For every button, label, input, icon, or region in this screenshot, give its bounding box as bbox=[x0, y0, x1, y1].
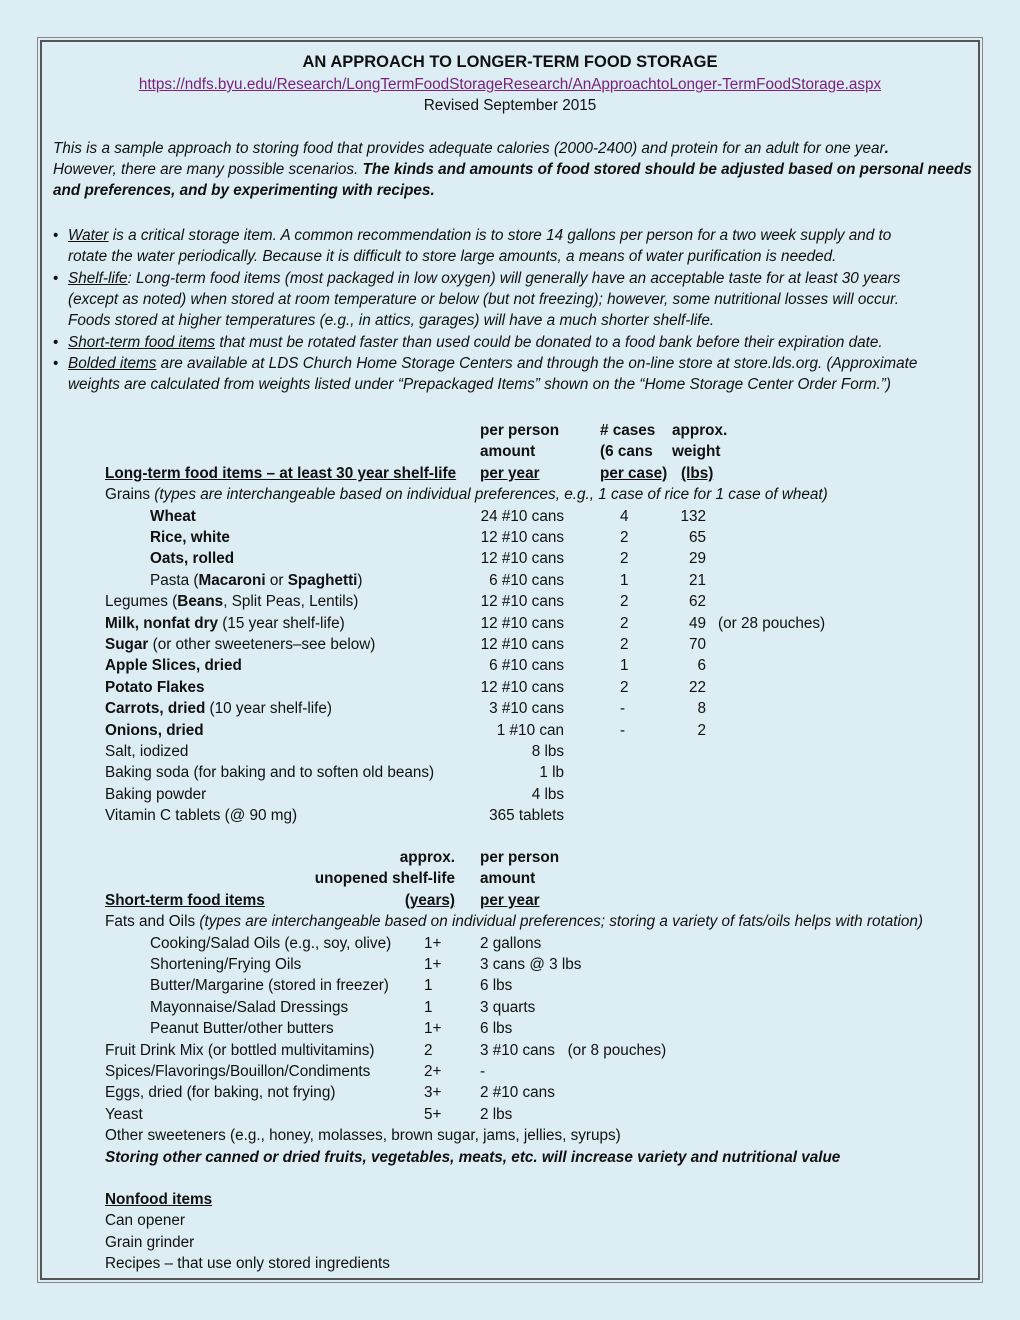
bullet-line: weights are calculated from weights listed under “Prepackaged Items” shown on the “Home Storage Center Order Form.”) bbox=[68, 376, 891, 394]
food-item-name bbox=[105, 699, 332, 719]
revised-date: Revised September 2015 bbox=[423, 97, 597, 114]
food-item-text: Macaroni bbox=[198, 571, 266, 589]
short-item-amount: 2 lbs bbox=[480, 1105, 513, 1123]
short-item-years: 1 bbox=[424, 977, 433, 995]
col-header-cases: per case) bbox=[600, 464, 668, 482]
grains-row bbox=[105, 485, 828, 505]
food-item-text: Milk, nonfat dry bbox=[105, 614, 219, 632]
food-item-text: Wheat bbox=[150, 507, 196, 525]
food-item-name bbox=[105, 806, 297, 826]
bullet-text: is a critical storage item. A common recommendation is to store 14 gallons per person for a two week supply and to bbox=[108, 227, 892, 244]
food-item-cases: 2 bbox=[620, 550, 629, 568]
short-item-name: Mayonnaise/Salad Dressings bbox=[150, 998, 349, 1016]
col-header-amount: amount bbox=[480, 443, 536, 461]
bullet-text: : Long-term food items (most packaged in low oxygen) will generally have an acceptable taste for at least 30 years bbox=[127, 269, 901, 287]
food-item-name bbox=[105, 656, 242, 676]
col-header-shelf-life: unopened shelf-life bbox=[314, 870, 455, 888]
short-item-amount: 3 #10 cans (or 8 pouches) bbox=[480, 1041, 667, 1059]
food-item-weight: 70 bbox=[688, 636, 706, 653]
intro-line-1: This is a sample approach to storing food that provides adequate calories (2000-2400) and protein for an adult for one year. bbox=[53, 140, 889, 157]
short-item-amount: 2 gallons bbox=[480, 934, 542, 952]
food-item-text: , Split Peas, Lentils) bbox=[223, 593, 359, 611]
short-item-amount: 2 #10 cans bbox=[480, 1084, 555, 1102]
short-item-years: 1+ bbox=[424, 1020, 442, 1038]
bullet-dot: • bbox=[53, 269, 59, 287]
food-item-text: Spaghetti bbox=[287, 571, 358, 589]
short-item-name: Shortening/Frying Oils bbox=[150, 956, 302, 973]
short-item-amount: 6 lbs bbox=[480, 1020, 513, 1038]
food-item-amount: 8 lbs bbox=[531, 743, 564, 760]
fats-note: (types are interchangeable based on individual preferences; storing a variety of fats/oils helps with rotation) bbox=[195, 913, 923, 931]
food-item-cases: - bbox=[620, 721, 626, 739]
food-item-weight: 22 bbox=[688, 678, 706, 696]
col-header-amount: per person bbox=[480, 849, 560, 866]
food-item-text: Rice, white bbox=[150, 529, 230, 546]
col-header-weight: (lbs) bbox=[681, 464, 714, 482]
bullet-dot: • bbox=[53, 354, 59, 372]
food-item-amount: 12 #10 cans bbox=[480, 636, 564, 653]
closing-note: Storing other canned or dried fruits, vegetables, meats, etc. will increase variety and nutritional value bbox=[105, 1148, 841, 1166]
short-item-name: Yeast bbox=[105, 1105, 143, 1123]
food-item-name bbox=[105, 742, 188, 762]
food-item-weight: 29 bbox=[688, 550, 706, 568]
food-item-amount: 6 #10 cans bbox=[489, 571, 564, 589]
bullet-line: Foods stored at higher temperatures (e.g., in attics, garages) will have a much shorter shelf-life. bbox=[68, 312, 715, 330]
food-item-weight: 62 bbox=[688, 593, 706, 611]
food-item-name bbox=[105, 763, 434, 783]
col-header-weight: weight bbox=[672, 443, 721, 461]
food-item-name bbox=[105, 721, 204, 741]
grains-label: Grains bbox=[105, 486, 151, 504]
bullet-term: Water bbox=[68, 227, 109, 244]
food-item-text: Sugar bbox=[105, 636, 149, 653]
food-item-text: (or other sweeteners–see below) bbox=[148, 636, 376, 653]
food-item-weight: 6 bbox=[697, 657, 706, 675]
food-item-weight: 65 bbox=[688, 529, 706, 546]
bullet-text: are available at LDS Church Home Storage Centers and through the on-line store at store.lds.org. (Approximate bbox=[156, 354, 918, 372]
bullet-text: that must be rotated faster than used could be donated to a food bank before their expiration date. bbox=[215, 333, 883, 351]
col-header-cases: # cases bbox=[600, 422, 656, 439]
short-item-years: 3+ bbox=[424, 1084, 442, 1102]
food-item-weight: 132 bbox=[680, 507, 706, 525]
food-item-text: Baking soda (for baking and to soften old beans) bbox=[105, 764, 435, 782]
col-header-amount: per year bbox=[480, 891, 540, 909]
food-item-text: Potato Flakes bbox=[105, 678, 205, 696]
food-item-amount: 12 #10 cans bbox=[480, 550, 564, 568]
food-item-weight: 2 bbox=[697, 721, 706, 739]
food-item-name bbox=[150, 507, 196, 527]
source-link[interactable]: https://ndfs.byu.edu/Research/LongTermFoodStorageResearch/AnApproachtoLonger-TermFoodStorage.aspx bbox=[138, 76, 882, 93]
col-header-cases: (6 cans bbox=[600, 443, 653, 461]
bullet-line bbox=[68, 269, 900, 289]
food-item-cases: 1 bbox=[620, 571, 629, 589]
short-item-amount: 6 lbs bbox=[480, 977, 513, 995]
food-item-cases: 2 bbox=[620, 593, 629, 611]
intro-line-3: and preferences, and by experimenting with recipes. bbox=[53, 182, 435, 199]
food-item-amount: 4 lbs bbox=[531, 785, 564, 803]
food-item-name bbox=[105, 785, 206, 805]
short-item-name: Other sweeteners (e.g., honey, molasses, brown sugar, jams, jellies, syrups) bbox=[105, 1127, 621, 1145]
food-item-amount: 12 #10 cans bbox=[480, 614, 564, 632]
food-item-text: Beans bbox=[177, 593, 224, 611]
nonfood-item: Can opener bbox=[105, 1212, 185, 1230]
food-item-cases: 2 bbox=[620, 529, 629, 546]
bullet-term: Shelf-life bbox=[68, 269, 128, 287]
short-item-amount: 3 quarts bbox=[480, 998, 536, 1016]
food-item-cases: 2 bbox=[620, 636, 629, 653]
food-item-name bbox=[150, 549, 234, 569]
bullet-term: Short-term food items bbox=[68, 333, 216, 351]
food-item-cases: 2 bbox=[620, 678, 629, 696]
food-item-cases: 2 bbox=[620, 614, 629, 632]
short-item-name: Cooking/Salad Oils (e.g., soy, olive) bbox=[150, 934, 392, 952]
bullet-line: rotate the water periodically. Because it is difficult to store large amounts, a means of water purification is needed. bbox=[68, 248, 837, 266]
food-item-cases: 1 bbox=[620, 657, 629, 675]
bullet-term: Bolded items bbox=[68, 354, 157, 372]
fats-row bbox=[105, 912, 923, 932]
food-item-text: Baking powder bbox=[105, 785, 207, 803]
food-item-weight: 49 bbox=[688, 614, 706, 632]
food-item-name bbox=[105, 635, 375, 655]
food-item-text: Carrots, dried bbox=[105, 700, 206, 718]
food-item-text: Onions, dried bbox=[105, 721, 204, 739]
food-item-amount: 1 #10 can bbox=[496, 721, 564, 739]
short-item-name: Eggs, dried (for baking, not frying) bbox=[105, 1084, 336, 1102]
short-item-years: 5+ bbox=[424, 1105, 442, 1123]
food-item-amount: 12 #10 cans bbox=[480, 678, 564, 696]
food-item-text: (15 year shelf-life) bbox=[218, 614, 345, 632]
short-item-name: Peanut Butter/other butters bbox=[150, 1020, 334, 1038]
food-item-text: or bbox=[265, 571, 288, 589]
short-item-years: 1 bbox=[424, 998, 433, 1016]
food-item-text: Vitamin C tablets (@ 90 mg) bbox=[105, 807, 298, 825]
food-item-name bbox=[105, 614, 345, 634]
nonfood-heading: Nonfood items bbox=[105, 1191, 213, 1208]
col-header-shelf-life: (years) bbox=[404, 891, 455, 909]
short-item-years: 2 bbox=[424, 1041, 433, 1059]
intro-line-2: However, there are many possible scenarios. The kinds and amounts of food stored should be adjusted based on personal needs bbox=[53, 161, 972, 178]
food-item-amount: 365 tablets bbox=[489, 807, 564, 825]
short-item-years: 1+ bbox=[424, 934, 442, 952]
food-item-name bbox=[105, 592, 358, 612]
col-header-amount: per person bbox=[480, 422, 560, 439]
food-item-amount: 12 #10 cans bbox=[480, 529, 564, 546]
bullet-line bbox=[68, 354, 917, 374]
long-term-heading: Long-term food items – at least 30 year shelf-life bbox=[105, 464, 457, 482]
short-item-amount: 3 cans @ 3 lbs bbox=[480, 956, 582, 973]
food-item-cases: - bbox=[620, 700, 626, 718]
food-item-weight: 8 bbox=[697, 700, 706, 718]
food-item-text: Pasta ( bbox=[150, 571, 199, 589]
food-item-note: (or 28 pouches) bbox=[718, 614, 826, 632]
food-item-amount: 6 #10 cans bbox=[489, 657, 564, 675]
food-item-text: (10 year shelf-life) bbox=[205, 700, 332, 718]
food-item-text: ) bbox=[357, 571, 363, 589]
food-item-text: Salt, iodized bbox=[105, 743, 189, 760]
short-term-heading: Short-term food items bbox=[105, 891, 265, 909]
grains-note: (types are interchangeable based on individual preferences, e.g., 1 case of rice for 1 case of wheat) bbox=[150, 486, 828, 504]
food-item-text: Oats, rolled bbox=[150, 550, 235, 568]
food-item-amount: 24 #10 cans bbox=[480, 507, 564, 525]
food-item-cases: 4 bbox=[620, 507, 629, 525]
bullet-line bbox=[68, 226, 891, 246]
food-item-text: Legumes ( bbox=[105, 593, 178, 611]
food-item-name bbox=[150, 528, 230, 548]
bullet-line bbox=[68, 333, 883, 353]
col-header-weight: approx. bbox=[672, 422, 728, 439]
page-title: AN APPROACH TO LONGER-TERM FOOD STORAGE bbox=[302, 53, 718, 71]
food-item-amount: 12 #10 cans bbox=[480, 593, 564, 611]
bullet-line: (except as noted) when stored at room temperature or below (but not freezing); however, some nutritional losses will occur. bbox=[68, 290, 899, 308]
bullet-dot: • bbox=[53, 333, 59, 351]
col-header-amount: per year bbox=[480, 464, 540, 482]
food-item-text: Apple Slices, dried bbox=[105, 657, 242, 675]
food-item-name bbox=[105, 678, 204, 698]
short-item-years: 2+ bbox=[424, 1063, 442, 1080]
nonfood-item: Grain grinder bbox=[105, 1233, 195, 1251]
short-item-name: Spices/Flavorings/Bouillon/Condiments bbox=[105, 1063, 371, 1080]
fats-label: Fats and Oils bbox=[105, 913, 196, 931]
short-item-years: 1+ bbox=[424, 956, 442, 973]
short-item-name: Fruit Drink Mix (or bottled multivitamins) bbox=[105, 1041, 375, 1059]
short-item-amount: - bbox=[480, 1063, 486, 1080]
col-header-amount: amount bbox=[480, 870, 536, 888]
short-item-name: Butter/Margarine (stored in freezer) bbox=[150, 977, 389, 995]
food-item-amount: 3 #10 cans bbox=[489, 700, 564, 718]
nonfood-item: Recipes – that use only stored ingredients bbox=[105, 1255, 390, 1273]
food-item-amount: 1 lb bbox=[539, 764, 564, 782]
food-item-name bbox=[150, 571, 363, 591]
food-item-weight: 21 bbox=[688, 571, 706, 589]
col-header-shelf-life: approx. bbox=[399, 849, 455, 866]
bullet-dot: • bbox=[53, 227, 59, 244]
